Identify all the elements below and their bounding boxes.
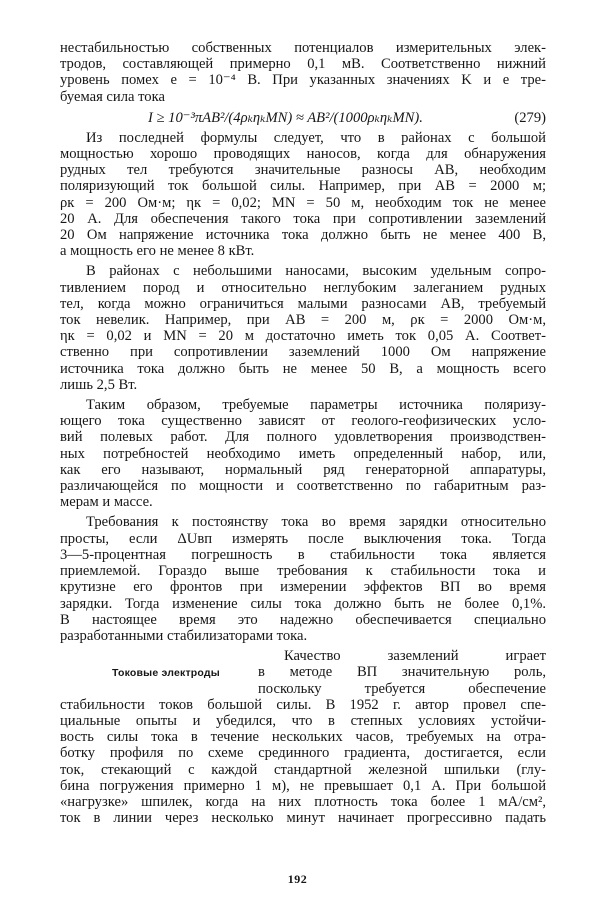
text-line: ющего тока существенно зависят от геолого-геофизических усло-	[60, 413, 546, 430]
equation-number: (279)	[514, 109, 546, 126]
text-line: разработанными стабилизаторами тока.	[60, 627, 308, 644]
text-line: ток в линии через несколько минут начинает прогрессивно падать	[60, 810, 546, 827]
page-body	[60, 40, 546, 826]
paragraph	[60, 130, 546, 260]
text-line: различающейся по мощности и соответственно по габаритным раз-	[60, 478, 546, 495]
formula-279	[60, 109, 546, 128]
text-line: буемая сила тока	[60, 88, 165, 105]
paragraph	[60, 40, 546, 105]
text-line: рудных тел требуются значительные разносы AB, необходим	[60, 162, 546, 179]
text-line: ных потребностей необходимо иметь определенный набор, или,	[60, 445, 546, 462]
text-line: Из последней формулы следует, что в районах с большой	[86, 129, 546, 146]
text-line: источника тока должно быть не менее 50 В, а мощность всего	[60, 360, 546, 377]
text-line: ботку профиля по схеме срединного градиента, достигается, если	[60, 745, 546, 762]
text-line: «нагрузке» шпилек, когда на них плотность тока более 1 мА/см²,	[60, 793, 546, 810]
text-line: Качество заземлений играет	[284, 648, 546, 665]
text-line: нестабильностью собственных потенциалов измерительных элек-	[60, 40, 546, 56]
formula-expression: I ≥ 10⁻³πAB²/(4ρₖηₖMN) ≈ AB²/(1000ρₖηₖMN).	[148, 109, 423, 126]
paragraph	[60, 397, 546, 510]
text-line: лишь 2,5 Вт.	[60, 376, 138, 393]
text-line: бина погружения примерно 1 м), не превышает 0,1 А. При большой	[60, 777, 546, 794]
text-line: ηк = 0,02 и MN = 20 м достаточно иметь ток 0,05 А. Соответ-	[60, 328, 546, 345]
side-paragraph	[258, 648, 546, 697]
text-line: Таким образом, требуемые параметры источника поляризу-	[86, 397, 546, 414]
text-line: циальные опыты и убедился, что в степных условиях устойчи-	[60, 712, 546, 729]
text-line: приемлемой. Гораздо выше требования к стабильности тока и	[60, 563, 546, 580]
text-line: как его называют, нормальный ряд генераторной аппаратуры,	[60, 461, 546, 478]
section-heading: Токовые электроды	[112, 667, 220, 680]
text-line: ток невелик. Например, при AB = 200 м, ρк = 2000 Ом·м,	[60, 312, 546, 329]
text-line: вость силы тока в течение нескольких часов, требуемых на отра-	[60, 729, 546, 746]
page-number: 192	[287, 872, 308, 886]
text-line: мерам и массе.	[60, 494, 153, 511]
text-line: зарядки. Тогда изменение силы тока должно быть не более 0,1%.	[60, 595, 546, 612]
paragraph	[60, 263, 546, 393]
text-line: ток, стекающий с каждой стандартной железной шпильки (глу-	[60, 761, 546, 778]
text-line: поскольку требуется обеспечение	[258, 680, 546, 697]
paragraph	[60, 697, 546, 827]
text-line: ρк = 200 Ом·м; ηк = 0,02; MN = 50 м, необходим ток не менее	[60, 194, 546, 211]
text-line: а мощность его не менее 8 кВт.	[60, 243, 255, 260]
text-line: 20 А. Для обеспечения такого тока при сопротивлении заземлений	[60, 210, 546, 227]
paragraph	[60, 514, 546, 644]
text-line: тродов, составляющей примерно 0,1 мВ. Соответственно нижний	[60, 56, 546, 73]
text-line: ственно при сопротивлении заземлений 1000 Ом напряжение	[60, 344, 546, 361]
text-line: крутизне его фронтов при измерении эффектов ВП во время	[60, 579, 546, 596]
text-line: 3—5-процентная погрешность в стабильности тока является	[60, 546, 546, 563]
text-line: Требования к постоянству тока во время зарядки относительно	[86, 514, 546, 531]
text-line: поляризующий ток большой силы. Например, при AB = 2000 м;	[60, 178, 546, 195]
text-line: просты, если ΔUвп измерять после выключения тока. Тогда	[60, 530, 546, 547]
text-line: тел, когда можно ограничиться малыми разносами AB, требуемый	[60, 295, 546, 312]
text-line: в методе ВП значительную роль,	[258, 664, 546, 681]
text-line: уровень помех e = 10⁻⁴ В. При указанных значениях K и e тре-	[60, 72, 546, 89]
text-line: стабильности токов большой силы. В 1952 г. автор провел спе-	[60, 696, 546, 713]
text-line: В районах с небольшими наносами, высоким удельным сопро-	[86, 263, 546, 280]
section-intro	[60, 648, 546, 697]
text-line: тивлением пород и относительно неглубоким залеганием рудных	[60, 279, 546, 296]
text-line: В настоящее время это надежно обеспечивается специально	[60, 611, 546, 628]
text-line: вий полевых работ. Для полного удовлетворения производствен-	[60, 429, 546, 446]
text-line: 20 Ом напряжение источника тока должно быть не менее 400 В,	[60, 227, 546, 244]
text-line: мощностью хорошо проводящих наносов, когда для обнаружения	[60, 146, 546, 163]
